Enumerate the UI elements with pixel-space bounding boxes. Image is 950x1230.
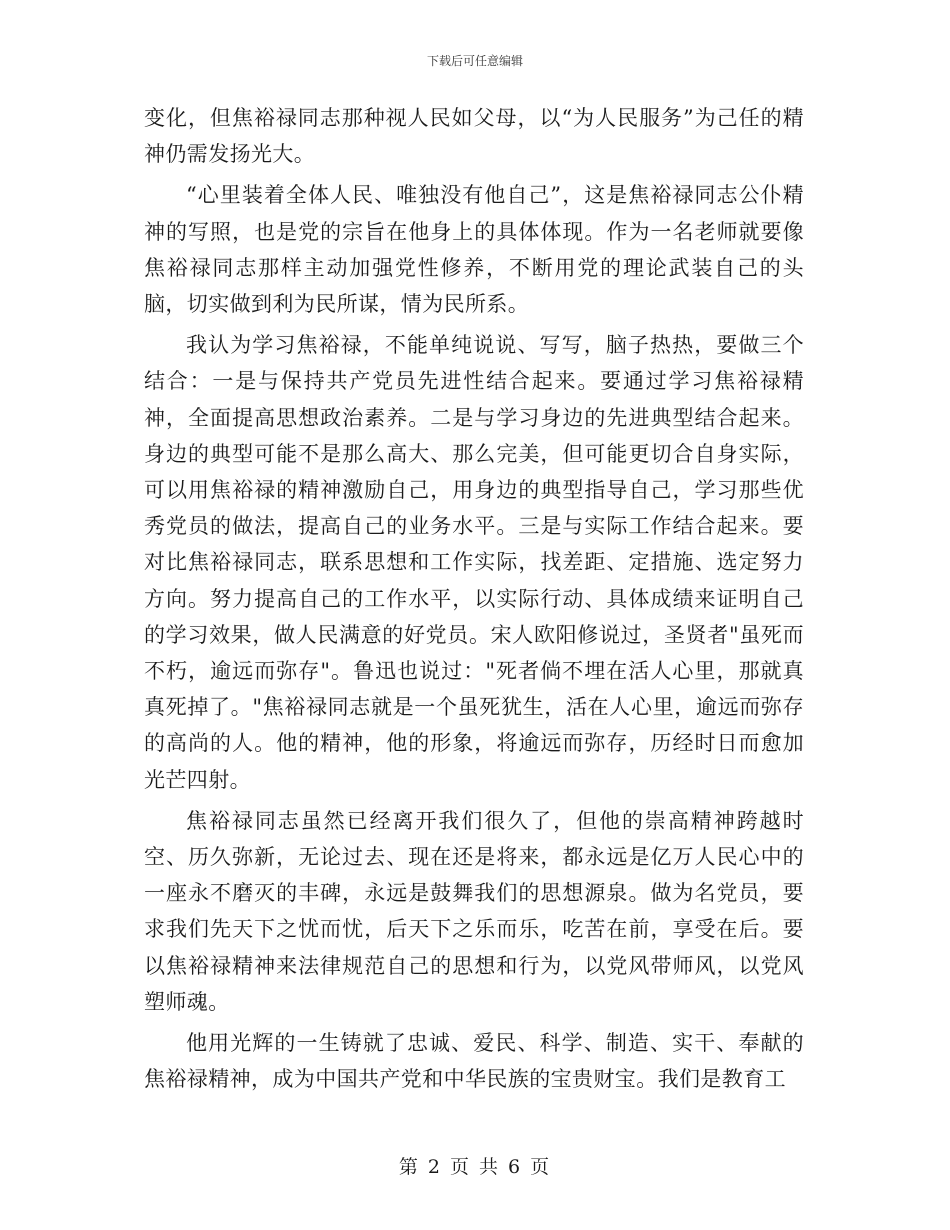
paragraph-continuation: 变化，但焦裕禄同志那种视人民如父母，以“为人民服务”为己任的精神仍需发扬光大。: [144, 106, 804, 167]
paragraph-spirit-monument: 焦裕禄同志虽然已经离开我们很久了，但他的崇高精神跨越时空、历久弥新，无论过去、现在还是将来，都永远是亿万人民心中的一座永不磨灭的丰碑，永远是鼓舞我们的思想源泉。做为名党员，要求我们先天下之忧而忧，后天下之乐而乐，吃苦在前，享受在后。要以焦裕禄精神来法律规范自己的思想和行为，以党风带师风，以党风塑师魂。: [144, 808, 804, 1014]
paragraph-public-servant: “心里装着全体人民、唯独没有他自己”，这是焦裕禄同志公仆精神的写照，也是党的宗旨在他身上的具体体现。作为一名老师就要像焦裕禄同志那样主动加强党性修养，不断用党的理论武装自己的头脑，切实做到利为民所谋，情为民所系。: [144, 183, 804, 317]
paragraph-glorious-life: 他用光辉的一生铸就了忠诚、爱民、科学、制造、实干、奉献的焦裕禄精神，成为中国共产党和中华民族的宝贵财宝。我们是教育工: [144, 1031, 804, 1092]
document-body: [144, 100, 804, 1097]
page-header: [0, 52, 950, 69]
page-number: 第 2 页 共 6 页: [398, 1156, 552, 1178]
paragraph-three-combinations: 我认为学习焦裕禄，不能单纯说说、写写，脑子热热，要做三个结合：一是与保持共产党员先进性结合起来。要通过学习焦裕禄精神，全面提高思想政治素养。二是与学习身边的先进典型结合起来。身边的典型可能不是那么高大、那么完美，但可能更切合自身实际，可以用焦裕禄的精神激励自己，用身边的典型指导自己，学习那些优秀党员的做法，提高自己的业务水平。三是与实际工作结合起来。要对比焦裕禄同志，联系思想和工作实际，找差距、定措施、选定努力方向。努力提高自己的工作水平，以实际行动、具体成绩来证明自己的学习效果，做人民满意的好党员。宋人欧阳修说过，圣贤者"虽死而不朽，逾远而弥存"。鲁迅也说过："死者倘不埋在活人心里，那就真真死掉了。"焦裕禄同志就是一个虽死犹生，活在人心里，逾远而弥存的高尚的人。他的精神，他的形象，将逾远而弥存，历经时日而愈加光芒四射。: [144, 333, 804, 792]
header-text: 下载后可任意编辑: [426, 54, 523, 68]
page-footer: [0, 1152, 950, 1179]
